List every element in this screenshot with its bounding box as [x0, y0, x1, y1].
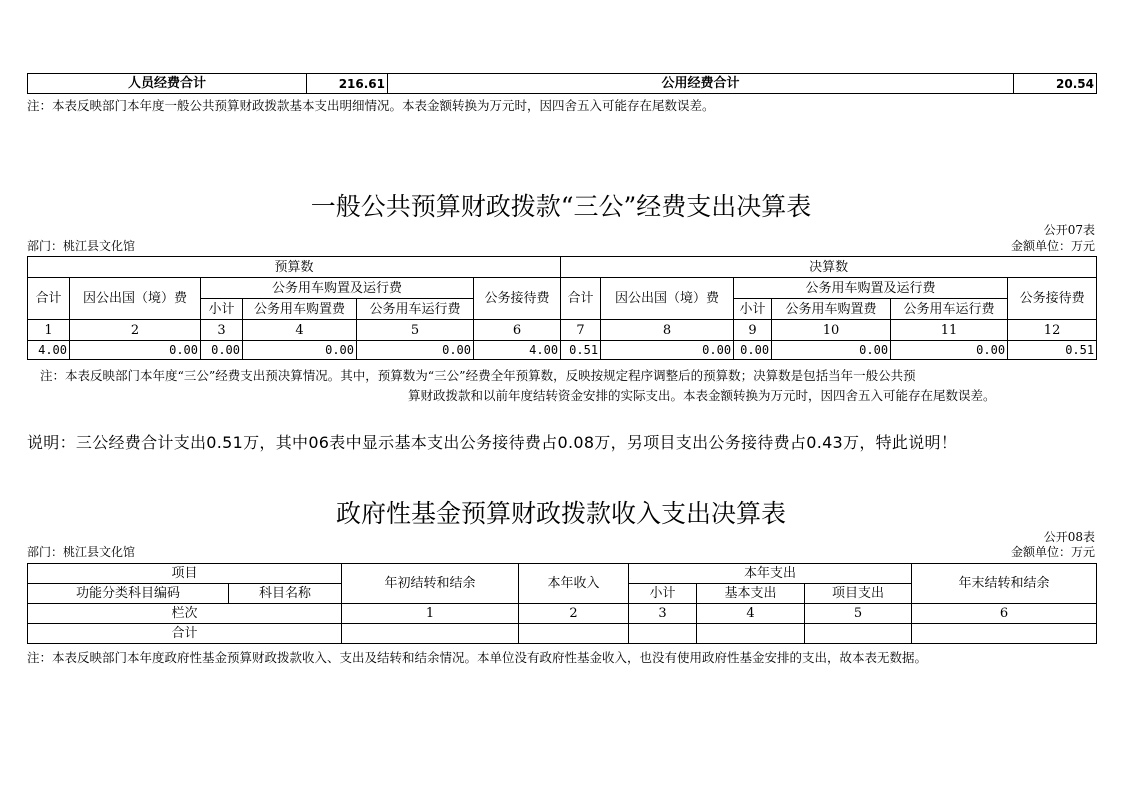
col-income: 本年收入 [519, 564, 629, 604]
cell-value: 0.00 [357, 341, 474, 360]
column-number: 6 [474, 320, 561, 341]
cell-value: 0.00 [201, 341, 243, 360]
table07-dept: 部门：桃江县文化馆 [27, 239, 136, 253]
col-purchase: 公务用车购置费 [772, 299, 891, 320]
column-number: 5 [357, 320, 474, 341]
column-number: 12 [1008, 320, 1097, 341]
final-header: 决算数 [561, 257, 1097, 278]
summary-note: 注：本表反映部门本年度一般公共预算财政拨款基本支出明细情况。本表金额转换为万元时，因四舍五入可能存在尾数误差。 [27, 98, 715, 113]
cell-value: 0.00 [891, 341, 1008, 360]
col-abroad: 因公出国（境）费 [601, 278, 734, 320]
personnel-total-value: 216.61 [307, 74, 388, 94]
column-number: 4 [243, 320, 357, 341]
col-abroad: 因公出国（境）费 [70, 278, 201, 320]
col-vehicle: 公务用车购置及运行费 [201, 278, 474, 299]
col-operation: 公务用车运行费 [891, 299, 1008, 320]
table07 [27, 256, 1097, 360]
col-basic-expense: 基本支出 [697, 584, 805, 604]
table08-note: 注：本表反映部门本年度政府性基金预算财政拨款收入、支出及结转和结余情况。本单位没有政府性基金收入，也没有使用政府性基金安排的支出，故本表无数据。 [27, 650, 928, 665]
table08-dept: 部门：桃江县文化馆 [27, 545, 136, 559]
col-reception: 公务接待费 [474, 278, 561, 320]
col-expense: 本年支出 [629, 564, 912, 584]
col-subtotal: 小计 [201, 299, 243, 320]
cell-empty [342, 624, 519, 644]
col-vehicle: 公务用车购置及运行费 [734, 278, 1008, 299]
table08-code: 公开08表 [1043, 530, 1095, 544]
column-number: 7 [561, 320, 601, 341]
col-subtotal: 小计 [734, 299, 772, 320]
table08-title: 政府性基金预算财政拨款收入支出决算表 [335, 499, 786, 528]
cell-value: 4.00 [474, 341, 561, 360]
column-number: 5 [805, 604, 912, 624]
col-operation: 公务用车运行费 [357, 299, 474, 320]
column-number: 8 [601, 320, 734, 341]
cell-value: 0.00 [70, 341, 201, 360]
row-total-label: 合计 [28, 624, 342, 644]
column-number: 1 [28, 320, 70, 341]
cell-value: 0.51 [561, 341, 601, 360]
table07-title: 一般公共预算财政拨款“三公”经费支出决算表 [310, 192, 812, 221]
column-number: 10 [772, 320, 891, 341]
cell-empty [629, 624, 697, 644]
summary-table [27, 73, 1097, 94]
explanation-text: 说明：三公经费合计支出0.51万，其中06表中显示基本支出公务接待费占0.08万，另项目支出公务接待费占0.43万，特此说明！ [27, 433, 958, 452]
column-number: 11 [891, 320, 1008, 341]
table07-unit: 金额单位：万元 [1010, 239, 1095, 253]
col-begin-balance: 年初结转和结余 [342, 564, 519, 604]
col-total: 合计 [28, 278, 70, 320]
column-number: 2 [519, 604, 629, 624]
cell-empty [519, 624, 629, 644]
col-purchase: 公务用车购置费 [243, 299, 357, 320]
col-project-expense: 项目支出 [805, 584, 912, 604]
col-end-balance: 年末结转和结余 [912, 564, 1097, 604]
public-total-value: 20.54 [1014, 74, 1097, 94]
column-number: 3 [201, 320, 243, 341]
cell-value: 0.00 [772, 341, 891, 360]
cell-value: 0.00 [243, 341, 357, 360]
cell-empty [697, 624, 805, 644]
col-reception: 公务接待费 [1008, 278, 1097, 320]
personnel-total-label: 人员经费合计 [28, 74, 307, 94]
cell-value: 0.00 [601, 341, 734, 360]
row-index-label: 栏次 [28, 604, 342, 624]
column-number: 4 [697, 604, 805, 624]
table07-code: 公开07表 [1043, 223, 1095, 237]
col-expense-subtotal: 小计 [629, 584, 697, 604]
column-number: 1 [342, 604, 519, 624]
col-item: 项目 [28, 564, 342, 584]
table07-note-line2: 算财政拨款和以前年度结转资金安排的实际支出。本表金额转换为万元时，因四舍五入可能存在尾数误差。 [408, 388, 996, 403]
column-number: 9 [734, 320, 772, 341]
public-total-label: 公用经费合计 [388, 74, 1014, 94]
cell-value: 4.00 [28, 341, 70, 360]
cell-value: 0.00 [734, 341, 772, 360]
column-number: 2 [70, 320, 201, 341]
col-subject-name: 科目名称 [229, 584, 342, 604]
col-subject-code: 功能分类科目编码 [28, 584, 229, 604]
values-row [28, 341, 1097, 360]
column-number: 6 [912, 604, 1097, 624]
column-number: 3 [629, 604, 697, 624]
budget-header: 预算数 [28, 257, 561, 278]
cell-empty [912, 624, 1097, 644]
table08-unit: 金额单位：万元 [1010, 545, 1095, 559]
column-number-row [28, 320, 1097, 341]
cell-empty [805, 624, 912, 644]
table08 [27, 563, 1097, 644]
row-total [28, 624, 1097, 644]
cell-value: 0.51 [1008, 341, 1097, 360]
row-index [28, 604, 1097, 624]
col-total: 合计 [561, 278, 601, 320]
table07-note-line1: 注：本表反映部门本年度“三公”经费支出预决算情况。其中，预算数为“三公”经费全年预算数，反映按规定程序调整后的预算数；决算数是包括当年一般公共预 [40, 368, 916, 383]
